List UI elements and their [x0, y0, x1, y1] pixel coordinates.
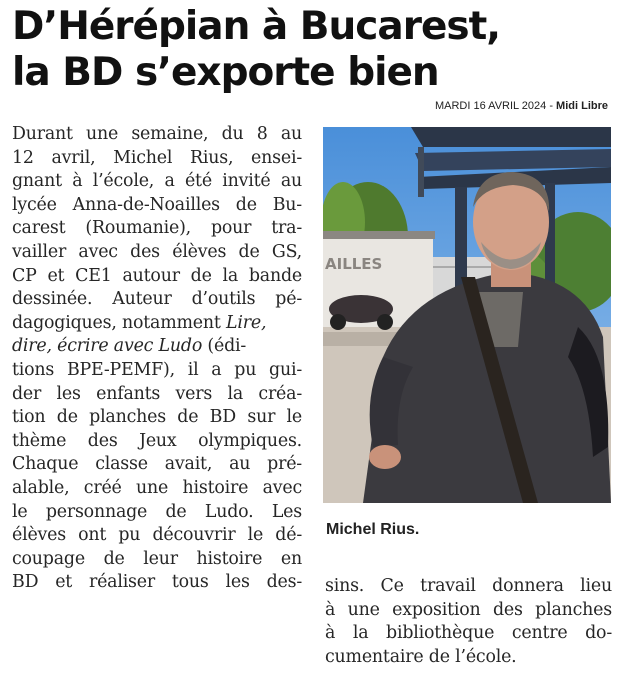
- body-line: le personnage de Ludo. Les: [12, 501, 302, 522]
- body-line: à la bibliothèque centre do-: [325, 623, 612, 644]
- body-line: dessinée. Auteur d’outils pé-: [12, 289, 302, 310]
- body-line: [12, 335, 302, 359]
- headline-line-2: la BD s’exporte bien: [12, 50, 439, 95]
- dateline: [435, 100, 608, 112]
- body-line: à une exposition des planches: [325, 599, 612, 620]
- body-line: 12 avril, Michel Rius, ensei-: [12, 147, 302, 168]
- body-text: dagogiques, notamment: [12, 312, 227, 333]
- body-line: gnant à l’école, a été invité au: [12, 171, 302, 192]
- date-separator: -: [546, 100, 557, 112]
- book-title-part: Lire,: [226, 312, 267, 333]
- body-line: carest (Roumanie), pour tra-: [12, 218, 302, 239]
- body-line: sins. Ce travail donnera lieu: [325, 576, 612, 596]
- body-line: [12, 312, 302, 336]
- body-line: Durant une semaine, du 8 au: [12, 124, 302, 144]
- body-line: alable, créé une histoire avec: [12, 477, 302, 498]
- body-text: (édi-: [202, 336, 247, 357]
- body-line: tion de planches de BD sur le: [12, 407, 302, 428]
- headline-line-1: D’Hérépian à Bucarest,: [12, 4, 501, 49]
- photo-illustration: [323, 127, 611, 503]
- article-body-right-column: [325, 575, 612, 669]
- publication-name: Midi Libre: [556, 100, 608, 112]
- body-line: BD et réaliser tous les des-: [12, 572, 302, 593]
- article-photo: [323, 127, 611, 503]
- date: MARDI 16 AVRIL 2024: [434, 100, 547, 112]
- book-title-part: dire, écrire avec Ludo: [12, 336, 203, 357]
- body-line: coupage de leur histoire en: [12, 548, 302, 569]
- building-sign: AILLES: [325, 255, 383, 273]
- body-line: cumentaire de l’école.: [325, 646, 517, 667]
- body-line: CP et CE1 autour de la bande: [12, 265, 302, 286]
- body-line: der les enfants vers la créa-: [12, 383, 302, 404]
- body-line: tions BPE-PEMF), il a pu gui-: [12, 359, 302, 380]
- body-line: thème des Jeux olympiques.: [12, 430, 302, 451]
- headline: [12, 4, 500, 96]
- photo-caption: Michel Rius.: [326, 521, 420, 538]
- body-line: élèves ont pu découvrir le dé-: [12, 525, 302, 546]
- body-line: lycée Anna-de-Noailles de Bu-: [12, 194, 302, 215]
- article-body-left-column: [12, 123, 302, 595]
- body-line: Chaque classe avait, au pré-: [12, 454, 302, 475]
- body-line: vailler avec des élèves de GS,: [12, 241, 302, 262]
